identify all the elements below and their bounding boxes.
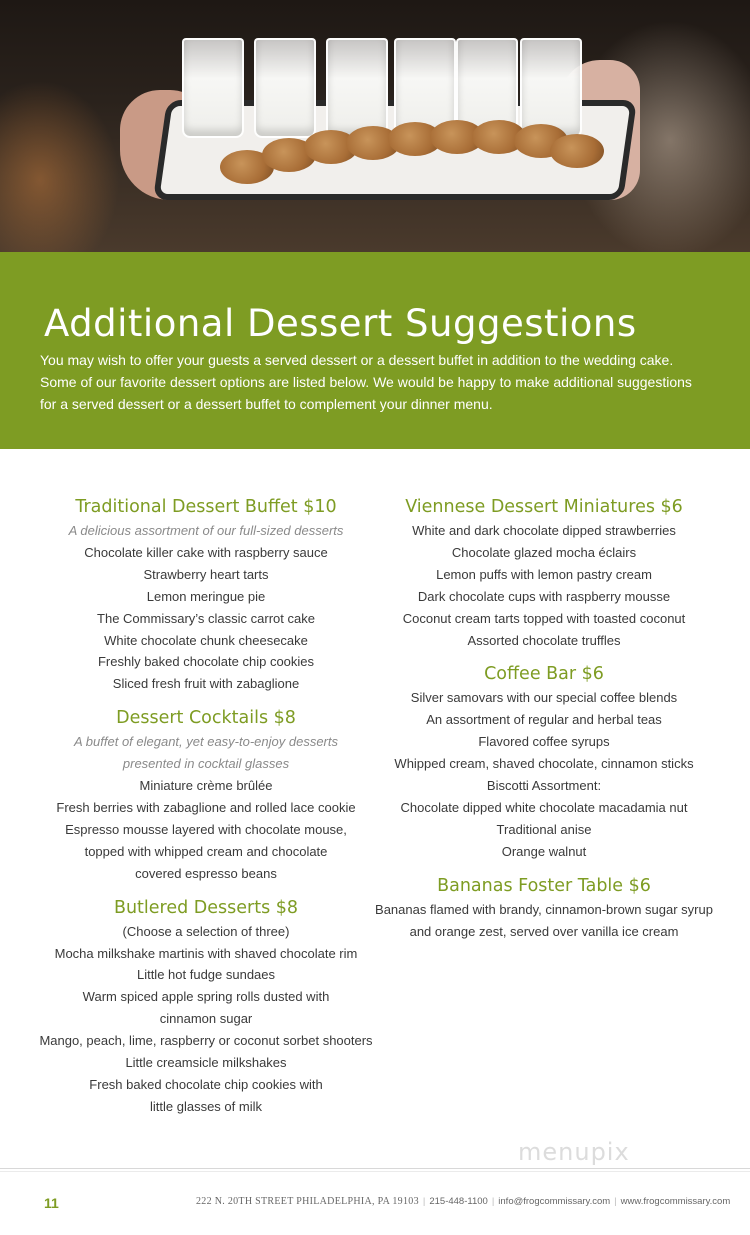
hero-photo (0, 0, 750, 252)
section-title: Coffee Bar $6 (484, 664, 604, 685)
menu-item: White and dark chocolate dipped strawberries (412, 523, 676, 538)
section-title: Dessert Cocktails $8 (116, 708, 296, 729)
page-title: Additional Dessert Suggestions (44, 302, 637, 345)
menu-item: Bananas flamed with brandy, cinnamon-brown sugar syrup (375, 901, 713, 917)
cookie (550, 134, 604, 168)
menu-column-right (370, 494, 718, 953)
menu-item: Assorted chocolate truffles (467, 632, 621, 648)
menu-item: Miniature crème brûlée (139, 778, 273, 794)
page-number: 11 (44, 1195, 59, 1211)
footer-divider (0, 1171, 750, 1172)
section-subtitle: A delicious assortment of our full-sized desserts (68, 523, 344, 538)
milk-glass (326, 38, 388, 138)
menu-section (370, 873, 718, 943)
menu-item: little glasses of milk (150, 1098, 262, 1114)
menu-item: covered espresso beans (135, 865, 277, 881)
menu-item: and orange zest, served over vanilla ice cream (409, 923, 679, 939)
menu-item: Coconut cream tarts topped with toasted coconut (402, 610, 686, 626)
menu-item: Chocolate glazed mocha éclairs (451, 544, 637, 560)
footer-divider (0, 1168, 750, 1169)
section-title: Bananas Foster Table $6 (437, 875, 651, 896)
menu-item: topped with whipped cream and chocolate (84, 843, 328, 859)
menu-item: Mango, peach, lime, raspberry or coconut sorbet shooters (39, 1033, 373, 1049)
menu-section (30, 895, 382, 1118)
menu-item: Freshly baked chocolate chip cookies (97, 654, 315, 670)
intro-band (0, 252, 750, 449)
section-title: Butlered Desserts $8 (113, 897, 299, 918)
menu-item: Biscotti Assortment: (486, 778, 602, 794)
menu-item: Espresso mousse layered with chocolate mouse, (65, 821, 347, 837)
watermark: menupix (518, 1138, 630, 1166)
menu-item: Warm spiced apple spring rolls dusted with (82, 989, 330, 1005)
section-subtitle: A buffet of elegant, yet easy-to-enjoy desserts (74, 734, 338, 750)
menu-item: Fresh baked chocolate chip cookies with (89, 1076, 323, 1092)
menu-item: The Commissary’s classic carrot cake (97, 610, 315, 626)
menu-item: Whipped cream, shaved chocolate, cinnamon sticks (394, 756, 694, 772)
menu-item: Chocolate dipped white chocolate macadamia nut (400, 799, 688, 815)
menu-item: Traditional anise (496, 821, 592, 837)
menu-item: Strawberry heart tarts (143, 566, 269, 582)
menu-item: An assortment of regular and herbal teas (426, 712, 662, 728)
menu-column-left (30, 494, 382, 1128)
menu-item: Sliced fresh fruit with zabaglione (112, 676, 300, 692)
footer-contact: 222 N. 20TH STREET PHILADELPHIA, PA 19103 | 215-448-1100 | info@frogcommissary.com | www.frogcommissary.com (196, 1196, 731, 1207)
menu-item: Lemon meringue pie (146, 588, 266, 604)
milk-glass (254, 38, 316, 138)
menu-item: White chocolate chunk cheesecake (104, 632, 308, 648)
section-title: Traditional Dessert Buffet $10 (75, 497, 337, 517)
menu-section (30, 494, 382, 695)
menu-item: Fresh berries with zabaglione and rolled lace cookie (56, 799, 356, 815)
footer-website[interactable]: www.frogcommissary.com (620, 1196, 731, 1207)
menu-item: Orange walnut (501, 843, 587, 859)
menu-section (370, 661, 718, 862)
menu-item: Little creamsicle milkshakes (125, 1055, 287, 1071)
milk-glass (520, 38, 582, 138)
menu-item: Silver samovars with our special coffee blends (410, 690, 678, 706)
menu-item: Mocha milkshake martinis with shaved chocolate rim (54, 945, 358, 961)
menu-item: Dark chocolate cups with raspberry mousse (417, 588, 671, 604)
footer-phone: 215-448-1100 (429, 1196, 488, 1207)
intro-text: You may wish to offer your guests a served dessert or a dessert buffet in addition to the wedding cake. Some of our favorite dessert options are listed below. We would be happy to make additional suggestions for a served dessert or a dessert buffet to complement your dinner menu. (40, 352, 692, 412)
menu-item: Lemon puffs with lemon pastry cream (436, 566, 652, 582)
menu-item: Flavored coffee syrups (478, 734, 610, 750)
menu-item: (Choose a selection of three) (122, 923, 290, 939)
menu-item: Little hot fudge sundaes (136, 967, 276, 983)
section-title: Viennese Dessert Miniatures $6 (405, 497, 683, 517)
menu-section (370, 494, 718, 651)
milk-glass (182, 38, 244, 138)
menu-section (30, 705, 382, 884)
footer-address: 222 N. 20TH STREET PHILADELPHIA, PA 19103 (196, 1196, 419, 1207)
footer-email[interactable]: info@frogcommissary.com (498, 1196, 611, 1207)
menu-item: cinnamon sugar (159, 1011, 253, 1027)
menu-item: Chocolate killer cake with raspberry sauce (84, 544, 328, 560)
section-subtitle: presented in cocktail glasses (122, 756, 290, 772)
